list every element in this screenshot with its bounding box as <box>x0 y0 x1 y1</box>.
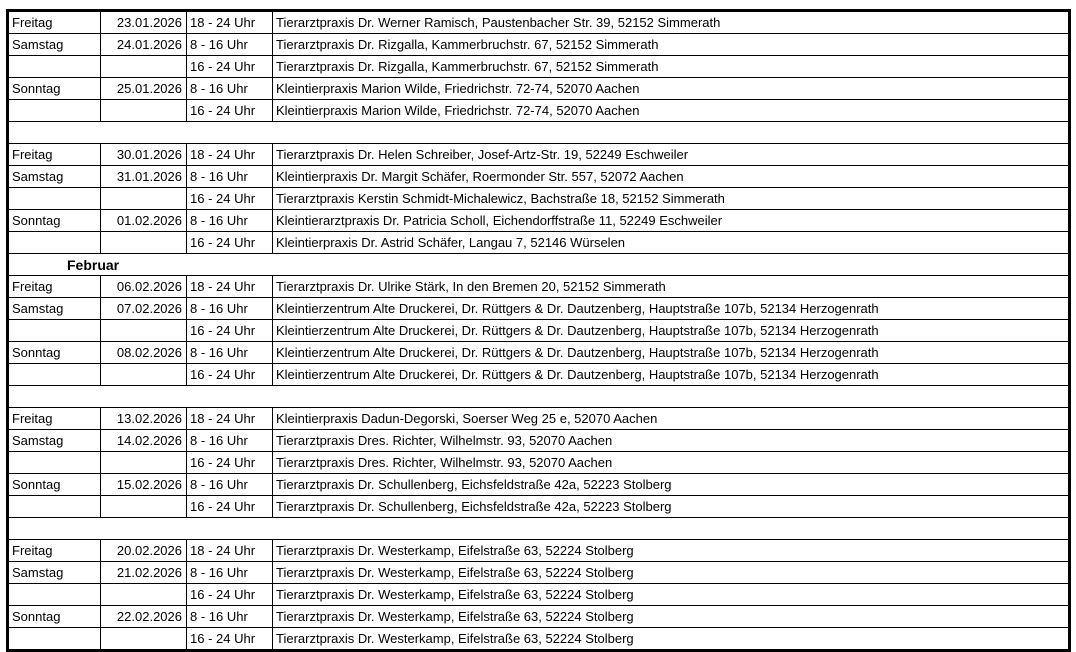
schedule-body <box>9 12 1069 650</box>
date-cell: 14.02.2026 <box>101 430 187 452</box>
time-cell: 16 - 24 Uhr <box>187 496 273 518</box>
schedule-row <box>9 166 1069 188</box>
date-cell <box>101 232 187 254</box>
date-cell: 01.02.2026 <box>101 210 187 232</box>
schedule-row <box>9 430 1069 452</box>
time-cell: 8 - 16 Uhr <box>187 430 273 452</box>
day-cell <box>9 188 101 210</box>
day-cell: Samstag <box>9 298 101 320</box>
time-cell: 18 - 24 Uhr <box>187 540 273 562</box>
time-cell: 16 - 24 Uhr <box>187 188 273 210</box>
time-cell: 18 - 24 Uhr <box>187 408 273 430</box>
day-cell: Freitag <box>9 276 101 298</box>
date-cell <box>101 364 187 386</box>
schedule-row <box>9 100 1069 122</box>
spacer-row <box>9 518 1069 540</box>
day-cell: Samstag <box>9 166 101 188</box>
day-cell: Samstag <box>9 562 101 584</box>
day-cell: Samstag <box>9 430 101 452</box>
time-cell: 8 - 16 Uhr <box>187 474 273 496</box>
schedule-row <box>9 320 1069 342</box>
date-cell: 13.02.2026 <box>101 408 187 430</box>
month-row <box>9 254 1069 276</box>
practice-cell: Tierarztpraxis Dr. Schullenberg, Eichsfeldstraße 42a, 52223 Stolberg <box>273 474 1069 496</box>
time-cell: 8 - 16 Uhr <box>187 34 273 56</box>
day-cell: Sonntag <box>9 78 101 100</box>
time-cell: 8 - 16 Uhr <box>187 166 273 188</box>
day-cell: Sonntag <box>9 474 101 496</box>
date-cell <box>101 100 187 122</box>
schedule-row <box>9 188 1069 210</box>
month-row-filler <box>187 254 1069 276</box>
schedule-row <box>9 12 1069 34</box>
day-cell <box>9 100 101 122</box>
practice-cell: Tierarztpraxis Dr. Rizgalla, Kammerbruchstr. 67, 52152 Simmerath <box>273 34 1069 56</box>
day-cell: Freitag <box>9 408 101 430</box>
time-cell: 8 - 16 Uhr <box>187 342 273 364</box>
schedule-row <box>9 210 1069 232</box>
practice-cell: Kleintierpraxis Dr. Margit Schäfer, Roermonder Str. 557, 52072 Aachen <box>273 166 1069 188</box>
schedule-row <box>9 342 1069 364</box>
time-cell: 8 - 16 Uhr <box>187 606 273 628</box>
schedule-row <box>9 540 1069 562</box>
day-cell <box>9 56 101 78</box>
schedule-row <box>9 144 1069 166</box>
practice-cell: Kleintierpraxis Dr. Astrid Schäfer, Langau 7, 52146 Würselen <box>273 232 1069 254</box>
date-cell <box>101 628 187 650</box>
practice-cell: Kleintierzentrum Alte Druckerei, Dr. Rüttgers & Dr. Dautzenberg, Hauptstraße 107b, 52134 Herzogenrath <box>273 320 1069 342</box>
practice-cell: Kleintierpraxis Marion Wilde, Friedrichstr. 72-74, 52070 Aachen <box>273 100 1069 122</box>
day-cell <box>9 232 101 254</box>
time-cell: 8 - 16 Uhr <box>187 210 273 232</box>
practice-cell: Tierarztpraxis Dr. Helen Schreiber, Josef-Artz-Str. 19, 52249 Eschweiler <box>273 144 1069 166</box>
schedule-table <box>8 11 1069 650</box>
day-cell <box>9 364 101 386</box>
time-cell: 18 - 24 Uhr <box>187 12 273 34</box>
practice-cell: Tierarztpraxis Kerstin Schmidt-Michalewicz, Bachstraße 18, 52152 Simmerath <box>273 188 1069 210</box>
time-cell: 16 - 24 Uhr <box>187 628 273 650</box>
day-cell: Freitag <box>9 540 101 562</box>
practice-cell: Kleintierarztpraxis Dr. Patricia Scholl, Eichendorffstraße 11, 52249 Eschweiler <box>273 210 1069 232</box>
date-cell: 22.02.2026 <box>101 606 187 628</box>
practice-cell: Tierarztpraxis Dr. Rizgalla, Kammerbruchstr. 67, 52152 Simmerath <box>273 56 1069 78</box>
date-cell <box>101 56 187 78</box>
time-cell: 16 - 24 Uhr <box>187 232 273 254</box>
day-cell: Sonntag <box>9 210 101 232</box>
schedule-row <box>9 298 1069 320</box>
day-cell: Freitag <box>9 12 101 34</box>
day-cell: Sonntag <box>9 342 101 364</box>
schedule-row <box>9 408 1069 430</box>
emergency-service-schedule <box>6 9 1071 652</box>
time-cell: 8 - 16 Uhr <box>187 298 273 320</box>
time-cell: 16 - 24 Uhr <box>187 320 273 342</box>
practice-cell: Tierarztpraxis Dr. Westerkamp, Eifelstraße 63, 52224 Stolberg <box>273 540 1069 562</box>
schedule-row <box>9 628 1069 650</box>
schedule-row <box>9 78 1069 100</box>
day-cell <box>9 320 101 342</box>
date-cell: 24.01.2026 <box>101 34 187 56</box>
time-cell: 16 - 24 Uhr <box>187 56 273 78</box>
practice-cell: Kleintierzentrum Alte Druckerei, Dr. Rüttgers & Dr. Dautzenberg, Hauptstraße 107b, 52134 Herzogenrath <box>273 342 1069 364</box>
schedule-row <box>9 232 1069 254</box>
date-cell <box>101 496 187 518</box>
schedule-row <box>9 584 1069 606</box>
date-cell: 25.01.2026 <box>101 78 187 100</box>
date-cell <box>101 452 187 474</box>
date-cell: 08.02.2026 <box>101 342 187 364</box>
date-cell: 15.02.2026 <box>101 474 187 496</box>
schedule-row <box>9 474 1069 496</box>
date-cell: 23.01.2026 <box>101 12 187 34</box>
practice-cell: Kleintierzentrum Alte Druckerei, Dr. Rüttgers & Dr. Dautzenberg, Hauptstraße 107b, 52134 Herzogenrath <box>273 364 1069 386</box>
time-cell: 18 - 24 Uhr <box>187 144 273 166</box>
day-cell: Freitag <box>9 144 101 166</box>
practice-cell: Kleintierpraxis Dadun-Degorski, Soerser Weg 25 e, 52070 Aachen <box>273 408 1069 430</box>
practice-cell: Tierarztpraxis Dr. Westerkamp, Eifelstraße 63, 52224 Stolberg <box>273 628 1069 650</box>
practice-cell: Tierarztpraxis Dr. Ulrike Stärk, In den Bremen 20, 52152 Simmerath <box>273 276 1069 298</box>
schedule-row <box>9 34 1069 56</box>
spacer-row <box>9 122 1069 144</box>
time-cell: 16 - 24 Uhr <box>187 100 273 122</box>
day-cell <box>9 584 101 606</box>
practice-cell: Tierarztpraxis Dr. Werner Ramisch, Paustenbacher Str. 39, 52152 Simmerath <box>273 12 1069 34</box>
day-cell: Samstag <box>9 34 101 56</box>
practice-cell: Tierarztpraxis Dr. Westerkamp, Eifelstraße 63, 52224 Stolberg <box>273 606 1069 628</box>
schedule-row <box>9 364 1069 386</box>
spacer-cell <box>9 518 1069 540</box>
date-cell: 06.02.2026 <box>101 276 187 298</box>
schedule-row <box>9 496 1069 518</box>
date-cell <box>101 188 187 210</box>
time-cell: 16 - 24 Uhr <box>187 584 273 606</box>
day-cell <box>9 452 101 474</box>
practice-cell: Tierarztpraxis Dr. Schullenberg, Eichsfeldstraße 42a, 52223 Stolberg <box>273 496 1069 518</box>
schedule-row <box>9 606 1069 628</box>
time-cell: 8 - 16 Uhr <box>187 78 273 100</box>
schedule-row <box>9 276 1069 298</box>
practice-cell: Kleintierpraxis Marion Wilde, Friedrichstr. 72-74, 52070 Aachen <box>273 78 1069 100</box>
date-cell: 20.02.2026 <box>101 540 187 562</box>
spacer-row <box>9 386 1069 408</box>
day-cell <box>9 628 101 650</box>
practice-cell: Tierarztpraxis Dres. Richter, Wilhelmstr. 93, 52070 Aachen <box>273 452 1069 474</box>
month-heading: Februar <box>9 254 187 276</box>
practice-cell: Tierarztpraxis Dr. Westerkamp, Eifelstraße 63, 52224 Stolberg <box>273 584 1069 606</box>
date-cell <box>101 584 187 606</box>
time-cell: 16 - 24 Uhr <box>187 364 273 386</box>
spacer-cell <box>9 122 1069 144</box>
practice-cell: Tierarztpraxis Dr. Westerkamp, Eifelstraße 63, 52224 Stolberg <box>273 562 1069 584</box>
practice-cell: Tierarztpraxis Dres. Richter, Wilhelmstr. 93, 52070 Aachen <box>273 430 1069 452</box>
practice-cell: Kleintierzentrum Alte Druckerei, Dr. Rüttgers & Dr. Dautzenberg, Hauptstraße 107b, 52134 Herzogenrath <box>273 298 1069 320</box>
date-cell: 21.02.2026 <box>101 562 187 584</box>
schedule-row <box>9 452 1069 474</box>
date-cell: 07.02.2026 <box>101 298 187 320</box>
day-cell: Sonntag <box>9 606 101 628</box>
time-cell: 8 - 16 Uhr <box>187 562 273 584</box>
time-cell: 16 - 24 Uhr <box>187 452 273 474</box>
date-cell: 30.01.2026 <box>101 144 187 166</box>
date-cell <box>101 320 187 342</box>
day-cell <box>9 496 101 518</box>
spacer-cell <box>9 386 1069 408</box>
schedule-row <box>9 562 1069 584</box>
time-cell: 18 - 24 Uhr <box>187 276 273 298</box>
date-cell: 31.01.2026 <box>101 166 187 188</box>
schedule-row <box>9 56 1069 78</box>
